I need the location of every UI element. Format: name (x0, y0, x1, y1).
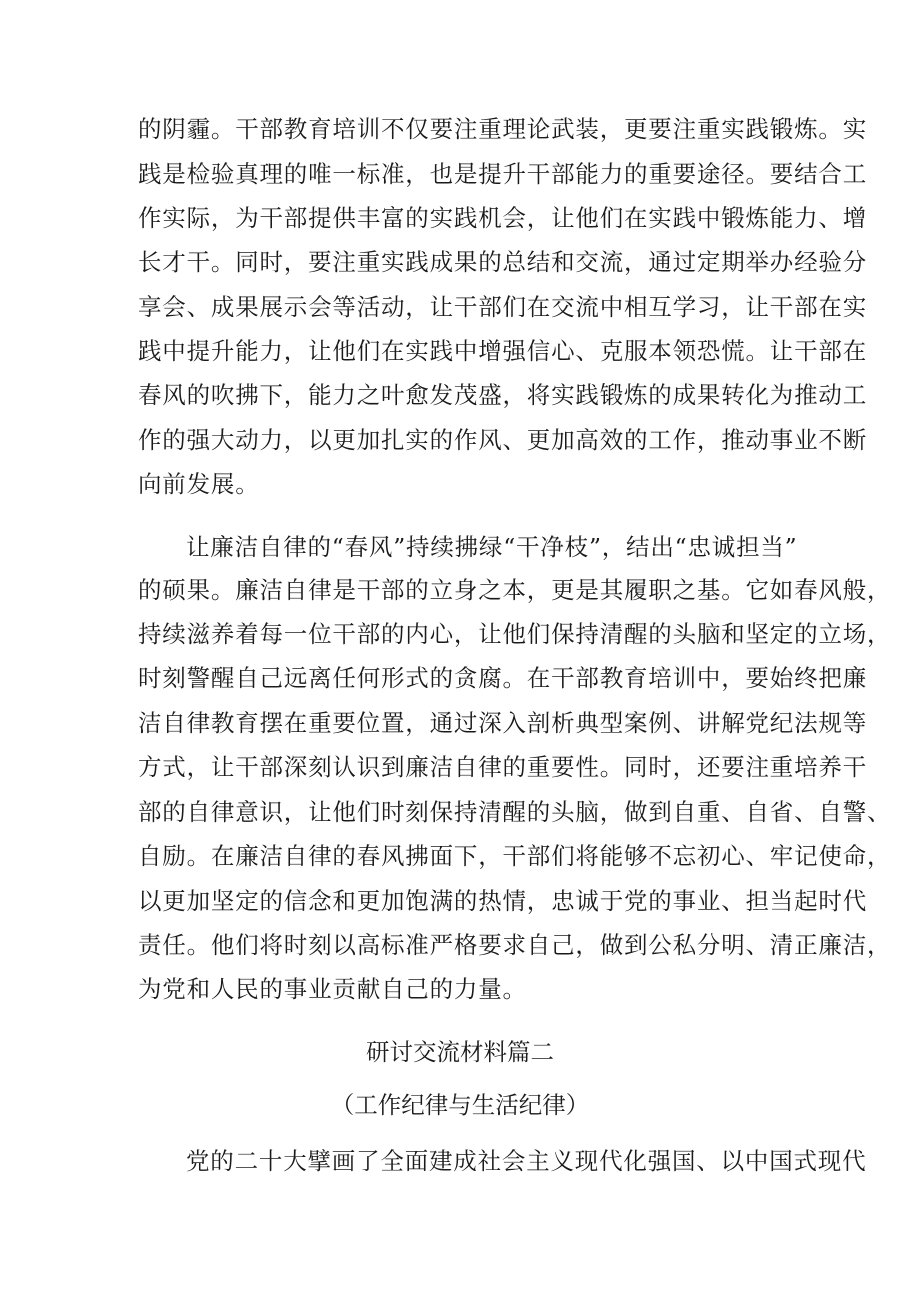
text-line: 以更加坚定的信念和更加饱满的热情，忠诚于党的事业、担当起时代 (138, 887, 867, 915)
text-line: 春风的吹拂下，能力之叶愈发茂盛，将实践锻炼的成果转化为推动工 (138, 381, 867, 409)
text-line: 为党和人民的事业贡献自己的力量。 (138, 975, 527, 1003)
text-line: 践是检验真理的唯一标准，也是提升干部能力的重要途径。要结合工 (138, 160, 867, 188)
text-line: 的阴霾。干部教育培训不仅要注重理论武装，更要注重实践锻炼。实 (138, 115, 867, 143)
section-subtitle: （工作纪律与生活纪律） (330, 1091, 590, 1119)
text-line: 享会、成果展示会等活动，让干部们在交流中相互学习，让干部在实 (138, 293, 867, 321)
text-line: 的硕果。廉洁自律是干部的立身之本，更是其履职之基。它如春风般， (138, 576, 892, 604)
text-line: 向前发展。 (138, 470, 260, 498)
text-line: 方式，让干部深刻认识到廉洁自律的重要性。同时，还要注重培养干 (138, 753, 867, 781)
text-line: 持续滋养着每一位干部的内心，让他们保持清醒的头脑和坚定的立场， (138, 620, 892, 648)
text-line: 责任。他们将时刻以高标准严格要求自己，做到公私分明、清正廉洁， (138, 931, 892, 959)
text-line: 洁自律教育摆在重要位置，通过深入剖析典型案例、讲解党纪法规等 (138, 709, 867, 737)
text-line: 长才干。同时，要注重实践成果的总结和交流，通过定期举办经验分 (138, 248, 867, 276)
section-title: 研讨交流材料篇二 (366, 1038, 554, 1066)
text-line: 作实际，为干部提供丰富的实践机会，让他们在实践中锻炼能力、增 (138, 204, 867, 232)
text-line: 践中提升能力，让他们在实践中增强信心、克服本领恐慌。让干部在 (138, 337, 867, 365)
text-line: 党的二十大擘画了全面建成社会主义现代化强国、以中国式现代 (186, 1147, 867, 1175)
text-line: 部的自律意识，让他们时刻保持清醒的头脑，做到自重、自省、自警、 (138, 798, 892, 826)
text-line: 自励。在廉洁自律的春风拂面下，干部们将能够不忘初心、牢记使命， (138, 842, 892, 870)
text-line: 让廉洁自律的“春风”持续拂绿“干净枝”，结出“忠诚担当” (186, 533, 798, 561)
text-line: 时刻警醒自己远离任何形式的贪腐。在干部教育培训中，要始终把廉 (138, 664, 867, 692)
text-line: 作的强大动力，以更加扎实的作风、更加高效的工作，推动事业不断 (138, 426, 867, 454)
